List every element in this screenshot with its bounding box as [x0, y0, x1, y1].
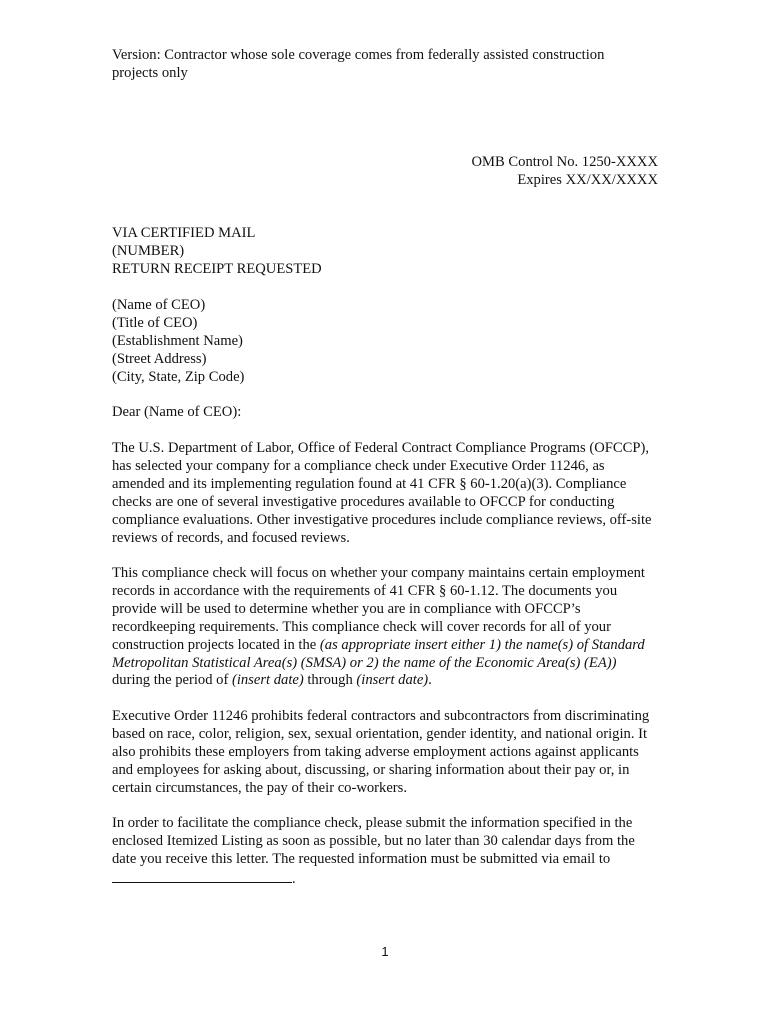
email-blank-line — [112, 869, 292, 883]
version-line: Version: Contractor whose sole coverage comes from federally assisted construction projects only — [112, 47, 605, 81]
salutation: Dear (Name of CEO): — [112, 404, 242, 420]
recipient-title: (Title of CEO) — [112, 314, 198, 331]
paragraph-text: . — [428, 672, 432, 689]
paragraph-executive-order: Executive Order 11246 prohibits federal contractors and subcontractors from discriminating based on race, color, religion, sex, sexual orientation, gender identity, and national origin. It also prohibits these employers from taking adverse employment actions against applicants and employees for asking about, discussing, or sharing information about their pay or, in certain circumstances, the pay of their co-workers. — [112, 708, 650, 796]
recipient-street: (Street Address) — [112, 350, 207, 367]
recipient-city: (City, State, Zip Code) — [112, 368, 245, 385]
mailing-number: (NUMBER) — [112, 242, 185, 259]
omb-expiration: Expires XX/XX/XXXX — [517, 172, 658, 188]
paragraph-text: In order to facilitate the compliance check, please submit the information specified in the enclosed Itemized Listing as soon as possible, but no later than 30 calendar days from the date you receive this letter. The requested information must be submitted via email to — [112, 815, 635, 867]
insert-area-instruction: (as appropriate insert either 1) the name(s) of Standard Metropolitan Statistical Area(s) (SMSA) or 2) the name of the Economic Area(s) (EA)) — [112, 636, 645, 671]
insert-end-date: (insert date) — [356, 672, 429, 689]
page-number: 1 — [381, 944, 389, 959]
paragraph-scope — [112, 565, 658, 690]
paragraph-text: This compliance check will focus on whether your company maintains certain employment records in accordance with the requirements of 41 CFR § 60-1.12. The documents you provide will be used to determine whether you are in compliance with OFCCP’s recordkeeping requirements. This compliance check will cover records for all of your construction projects located in the — [112, 565, 645, 653]
mailing-line: VIA CERTIFIED MAIL — [112, 225, 256, 241]
recipient-establishment: (Establishment Name) — [112, 332, 243, 349]
paragraph-intro: The U.S. Department of Labor, Office of Federal Contract Compliance Programs (OFCCP), has selected your company for a compliance check under Executive Order 11246, as amended and its implementing regulation found at 41 CFR § 60-1.20(a)(3). Compliance checks are one of several investigative procedures available to OFCCP for conducting compliance evaluations. Other investigative procedures include compliance reviews, off-site reviews of records, and focused reviews. — [112, 440, 652, 546]
mailing-instructions — [112, 225, 658, 279]
paragraph-submission — [112, 815, 658, 889]
recipient-name: (Name of CEO) — [112, 297, 206, 313]
paragraph-text: during the period of — [112, 672, 232, 689]
paragraph-text: through — [303, 672, 357, 689]
paragraph-text: . — [292, 870, 296, 887]
insert-start-date: (insert date) — [231, 672, 304, 689]
mailing-line: RETURN RECEIPT REQUESTED — [112, 260, 322, 277]
recipient-address — [112, 297, 658, 387]
omb-control-number: OMB Control No. 1250-XXXX — [471, 154, 658, 170]
omb-control-block — [472, 153, 658, 189]
